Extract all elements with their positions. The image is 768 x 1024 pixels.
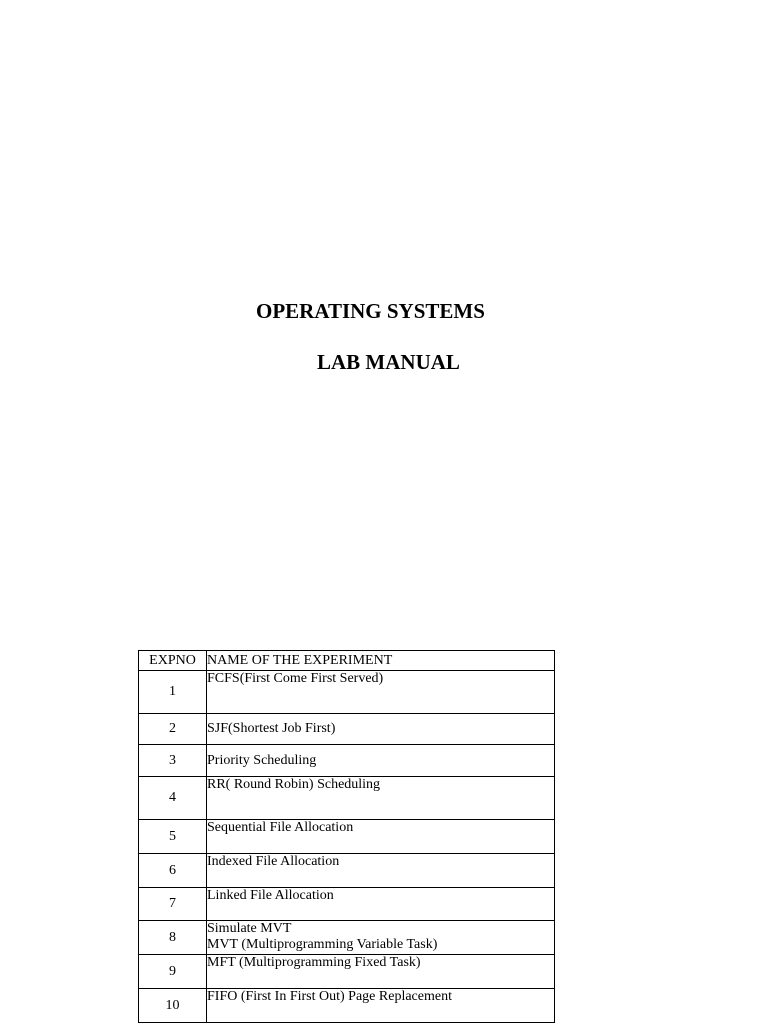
experiment-name-line: Simulate MVT bbox=[207, 921, 292, 936]
experiment-name-line: Priority Scheduling bbox=[207, 752, 317, 768]
document-title: OPERATING SYSTEMS bbox=[256, 299, 485, 323]
experiment-number: 6 bbox=[139, 854, 207, 888]
experiments-table bbox=[138, 650, 555, 1023]
experiment-name bbox=[207, 777, 555, 820]
experiment-name bbox=[207, 989, 555, 1023]
experiment-number: 5 bbox=[139, 820, 207, 854]
experiment-name-line: RR( Round Robin) Scheduling bbox=[207, 777, 381, 792]
experiment-name-line: Linked File Allocation bbox=[207, 888, 334, 903]
table-row bbox=[139, 745, 555, 777]
experiment-number: 8 bbox=[139, 921, 207, 955]
table-row bbox=[139, 820, 555, 854]
experiment-number: 7 bbox=[139, 888, 207, 921]
experiment-name-line: FCFS(First Come First Served) bbox=[207, 671, 384, 686]
experiment-name-line: Sequential File Allocation bbox=[207, 820, 354, 835]
experiment-name bbox=[207, 671, 555, 714]
experiment-number: 3 bbox=[139, 745, 207, 777]
table-row bbox=[139, 671, 555, 714]
expno-column-header: EXPNO bbox=[139, 651, 207, 671]
table-row bbox=[139, 714, 555, 745]
experiment-number: 2 bbox=[139, 714, 207, 745]
experiment-number: 4 bbox=[139, 777, 207, 820]
experiment-name bbox=[207, 714, 555, 745]
experiment-name bbox=[207, 820, 555, 854]
experiment-name-column-header: NAME OF THE EXPERIMENT bbox=[207, 651, 555, 671]
experiment-number: 10 bbox=[139, 989, 207, 1023]
document-subtitle: LAB MANUAL bbox=[317, 350, 460, 374]
experiment-name-line: Indexed File Allocation bbox=[207, 854, 340, 869]
table-row bbox=[139, 921, 555, 955]
experiment-name-line: MFT (Multiprogramming Fixed Task) bbox=[207, 955, 421, 970]
experiment-name bbox=[207, 888, 555, 921]
table-row bbox=[139, 888, 555, 921]
experiment-name bbox=[207, 854, 555, 888]
table-row bbox=[139, 777, 555, 820]
experiment-name-line: MVT (Multiprogramming Variable Task) bbox=[207, 937, 438, 952]
experiment-name-line: SJF(Shortest Job First) bbox=[207, 721, 336, 736]
experiment-name-line: FIFO (First In First Out) Page Replacement bbox=[207, 989, 452, 1004]
table-row bbox=[139, 955, 555, 989]
table-row bbox=[139, 989, 555, 1023]
experiment-number: 1 bbox=[139, 671, 207, 714]
experiment-name bbox=[207, 921, 555, 955]
table-header-row bbox=[139, 651, 555, 671]
table-row bbox=[139, 854, 555, 888]
experiment-name bbox=[207, 955, 555, 989]
experiment-name bbox=[207, 745, 555, 777]
experiment-number: 9 bbox=[139, 955, 207, 989]
